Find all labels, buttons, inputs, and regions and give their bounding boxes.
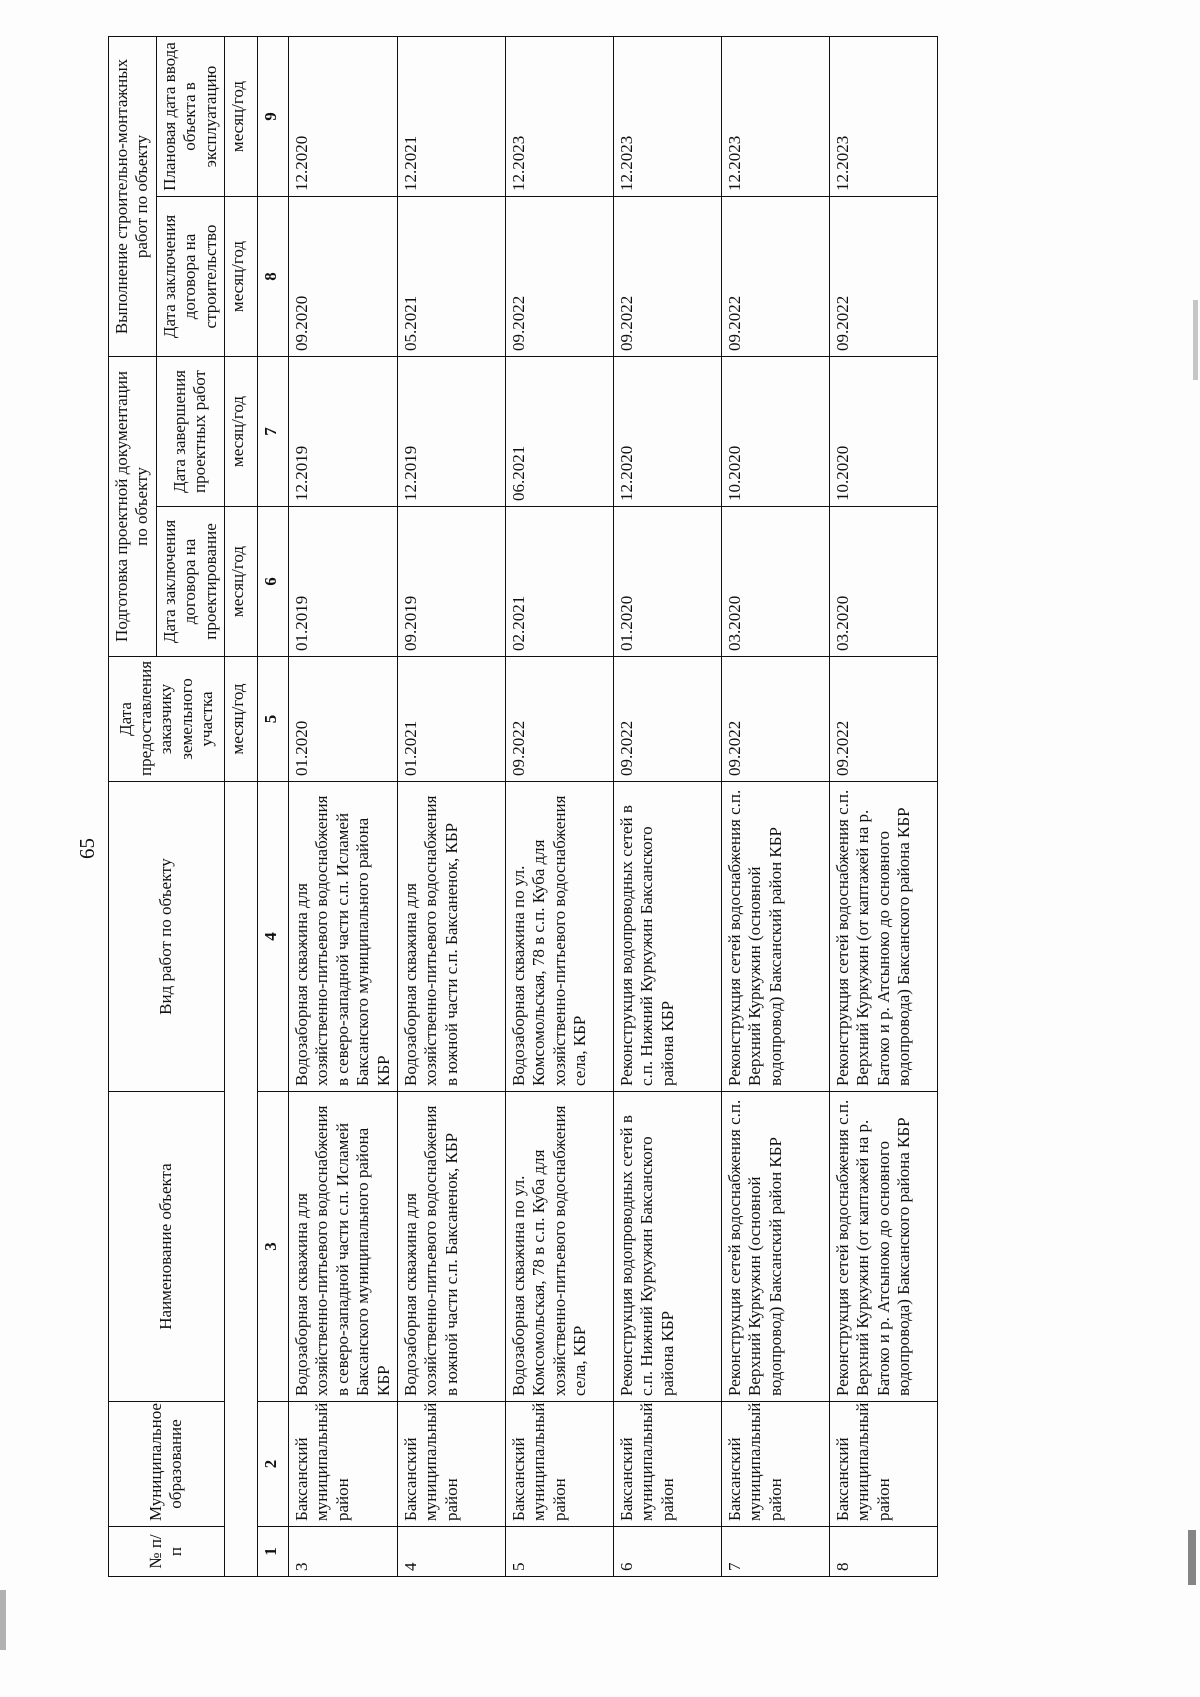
header-work-type: Вид работ по объекту: [109, 782, 225, 1092]
construction-contract-cell: 09.2020: [288, 197, 397, 357]
construction-contract-cell: 09.2022: [721, 197, 829, 357]
design-contract-cell: 01.2019: [288, 507, 397, 657]
design-contract-cell: 01.2020: [613, 507, 721, 657]
municipality-cell: Баксанский муниципальный район: [613, 1402, 721, 1527]
row-number: 8: [829, 1527, 937, 1577]
row-number: 3: [288, 1527, 397, 1577]
object-name-cell: Водозаборная скважина для хозяйственно-питьевого водоснабжения в южной части с.п. Баксаненок, КБР: [397, 1092, 505, 1402]
page-number: 65: [75, 838, 99, 859]
header-object-name: Наименование объекта: [109, 1092, 225, 1402]
row-number: 5: [505, 1527, 613, 1577]
object-name-cell: Водозаборная скважина для хозяйственно-питьевого водоснабжения в северо-западной части с.п. Исламей Баксанского муниципального района КБР: [288, 1092, 397, 1402]
object-name-cell: Реконструкция сетей водоснабжения с.п. Верхний Куркужин (от каптажей на р. Батоко и р. Атсыноко до основного водопровода) Баксанского района КБР: [829, 1092, 937, 1402]
land-date-cell: 09.2022: [721, 657, 829, 782]
design-end-cell: 06.2021: [505, 357, 613, 507]
header-land-date: Дата предоставления заказчику земельного участка: [109, 657, 225, 782]
design-contract-cell: 09.2019: [397, 507, 505, 657]
table-row: [613, 36, 721, 1576]
schedule-table: [108, 36, 938, 1577]
header-num: № п/п: [109, 1527, 225, 1577]
municipality-cell: Баксанский муниципальный район: [721, 1402, 829, 1527]
header-commissioning: Плановая дата ввода объекта в эксплуатацию: [156, 36, 224, 196]
header-municipality: Муниципальное образование: [109, 1402, 225, 1527]
commissioning-cell: 12.2020: [288, 36, 397, 196]
column-number: 6: [257, 507, 288, 657]
row-number: 6: [613, 1527, 721, 1577]
design-end-cell: 10.2020: [829, 357, 937, 507]
column-numbers-row: [257, 36, 288, 1576]
commissioning-cell: 12.2021: [397, 36, 505, 196]
municipality-cell: Баксанский муниципальный район: [397, 1402, 505, 1527]
land-date-cell: 01.2020: [288, 657, 397, 782]
object-name-cell: Водозаборная скважина по ул. Комсомольская, 78 в с.п. Куба для хозяйственно-питьевого водоснабжения села, КБР: [505, 1092, 613, 1402]
municipality-cell: Баксанский муниципальный район: [288, 1402, 397, 1527]
column-number: 9: [257, 36, 288, 196]
unit-cell: месяц/год: [224, 357, 257, 507]
column-number: 3: [257, 1092, 288, 1402]
unit-cell: месяц/год: [224, 507, 257, 657]
design-contract-cell: 03.2020: [829, 507, 937, 657]
design-end-cell: 12.2019: [397, 357, 505, 507]
municipality-cell: Баксанский муниципальный район: [505, 1402, 613, 1527]
column-number: 5: [257, 657, 288, 782]
construction-contract-cell: 09.2022: [613, 197, 721, 357]
unit-cell: месяц/год: [224, 197, 257, 357]
land-date-cell: 09.2022: [505, 657, 613, 782]
units-empty-cell: [224, 782, 257, 1577]
column-number: 2: [257, 1402, 288, 1527]
land-date-cell: 09.2022: [829, 657, 937, 782]
column-number: 7: [257, 357, 288, 507]
table-row: [721, 36, 829, 1576]
work-type-cell: Реконструкция водопроводных сетей в с.п. Нижний Куркужин Баксанского района КБР: [613, 782, 721, 1092]
table-row: [397, 36, 505, 1576]
land-date-cell: 01.2021: [397, 657, 505, 782]
object-name-cell: Реконструкция сетей водоснабжения с.п. Верхний Куркужин (основной водопровод) Баксанский район КБР: [721, 1092, 829, 1402]
work-type-cell: Реконструкция сетей водоснабжения с.п. Верхний Куркужин (от каптажей на р. Батоко и р. Атсыноко до основного водопровода) Баксанского района КБР: [829, 782, 937, 1092]
object-name-cell: Реконструкция водопроводных сетей в с.п. Нижний Куркужин Баксанского района КБР: [613, 1092, 721, 1402]
construction-contract-cell: 09.2022: [829, 197, 937, 357]
table-row: [505, 36, 613, 1576]
column-number: 4: [257, 782, 288, 1092]
units-row: [224, 36, 257, 1576]
header-design-contract: Дата заключения договора на проектирование: [156, 507, 224, 657]
column-number: 1: [257, 1527, 288, 1577]
header-construction-group: Выполнение строительно-монтажных работ по объекту: [109, 36, 157, 356]
design-contract-cell: 02.2021: [505, 507, 613, 657]
row-number: 4: [397, 1527, 505, 1577]
header-construction-contract: Дата заключения договора на строительство: [156, 197, 224, 357]
unit-cell: месяц/год: [224, 657, 257, 782]
municipality-cell: Баксанский муниципальный район: [829, 1402, 937, 1527]
design-contract-cell: 03.2020: [721, 507, 829, 657]
table-row: [288, 36, 397, 1576]
commissioning-cell: 12.2023: [721, 36, 829, 196]
construction-contract-cell: 05.2021: [397, 197, 505, 357]
work-type-cell: Водозаборная скважина для хозяйственно-питьевого водоснабжения в северо-западной части с.п. Исламей Баксанского муниципального района КБР: [288, 782, 397, 1092]
work-type-cell: Реконструкция сетей водоснабжения с.п. Верхний Куркужин (основной водопровод) Баксанский район КБР: [721, 782, 829, 1092]
commissioning-cell: 12.2023: [829, 36, 937, 196]
commissioning-cell: 12.2023: [505, 36, 613, 196]
land-date-cell: 09.2022: [613, 657, 721, 782]
work-type-cell: Водозаборная скважина по ул. Комсомольская, 78 в с.п. Куба для хозяйственно-питьевого водоснабжения села, КБР: [505, 782, 613, 1092]
design-end-cell: 12.2019: [288, 357, 397, 507]
row-number: 7: [721, 1527, 829, 1577]
column-number: 8: [257, 197, 288, 357]
header-design-end: Дата завершения проектных работ: [156, 357, 224, 507]
table-row: [829, 36, 937, 1576]
design-end-cell: 10.2020: [721, 357, 829, 507]
unit-cell: месяц/год: [224, 36, 257, 196]
work-type-cell: Водозаборная скважина для хозяйственно-питьевого водоснабжения в южной части с.п. Баксаненок, КБР: [397, 782, 505, 1092]
design-end-cell: 12.2020: [613, 357, 721, 507]
commissioning-cell: 12.2023: [613, 36, 721, 196]
construction-contract-cell: 09.2022: [505, 197, 613, 357]
header-design-group: Подготовка проектной документации по объекту: [109, 357, 157, 657]
